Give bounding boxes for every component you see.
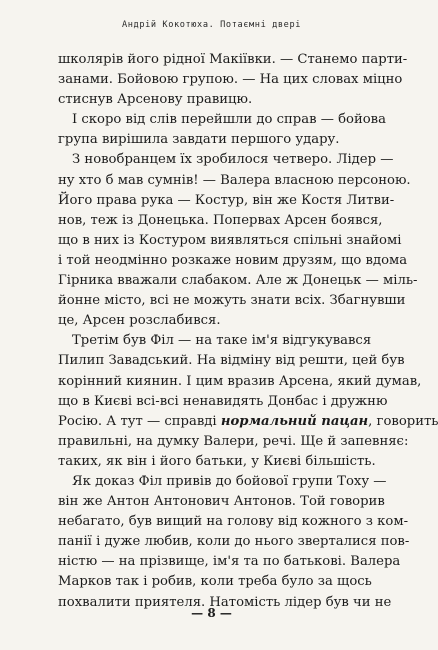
text-line [58,130,364,150]
text-line [58,552,401,572]
text-line [58,331,372,351]
text-line [58,110,386,130]
text-line [58,171,411,191]
text-line [58,90,364,110]
text-line-content: ністю — на прізвище, ім'я та по батькові. Валера [58,554,401,570]
text-line-content: З новобранцем їх зробилося четверо. Лідер — [72,152,394,168]
text-line [58,432,409,452]
text-line-content: він же Антон Антонович Антонов. Той говорив [58,494,385,510]
text-line [58,512,409,532]
text-line [58,251,408,271]
text-line [58,50,408,70]
text-line-content: Пилип Завадський. На відміну від решти, цей був [58,353,405,369]
text-line [58,231,402,251]
text-line-content: група вирішила завдати першого удару. [58,132,340,148]
text-line [58,392,388,412]
text-line-content: Росію. А тут — справді [58,413,221,429]
text-line [58,452,376,472]
text-line [58,191,395,211]
running-header: Андрій Кокотюха. Потаємні двері [122,20,301,30]
text-line [58,311,364,331]
text-line [58,150,394,170]
text-line-content: похвалити приятеля. Натомість лідер був чи не [58,594,392,610]
text-line-content: небагато, був вищий на голову від кожного з ком- [58,514,409,530]
text-line-content: панії і дуже любив, коли до нього зверталися пов- [58,534,410,550]
text-line-content: занами. Бойовою групою. — На цих словах міцно [58,72,403,88]
text-line [58,291,406,311]
text-line-content: таких, як він і його батьки, у Києві більшість. [58,453,376,469]
text-line [58,412,438,432]
text-line [58,472,387,492]
text-line-content: правильні, на думку Валери, речі. Ще й запевняє: [58,433,409,449]
text-line-content: ну хто б мав сумнів! — Валера власною персоною. [58,172,411,188]
text-line-content: корінний киянин. І цим вразив Арсена, який думав, [58,373,422,389]
text-line [58,271,418,291]
text-line-content: це, Арсен розслабився. [58,313,221,329]
text-line-content: що в Києві всі-всі ненавидять Донбас і дружню [58,393,388,409]
text-line-content: що в них із Костуром виявляться спільні знайомі [58,232,402,248]
text-line-content: стиснув Арсенову правицю. [58,92,253,108]
text-line-continuation: , говорить [368,413,438,429]
text-line-content: йонне місто, всі не можуть знати всіх. Збагнувши [58,293,406,309]
emphasized-phrase: нормальний пацан [220,413,369,429]
text-line [58,532,410,552]
text-line-content: Третім був Філ — на таке ім'я відгукувався [72,333,372,349]
text-line-content: і той неодмінно розкаже новим друзям, що вдома [58,252,408,268]
text-line-content: І скоро від слів перейшли до справ — бойова [72,112,386,128]
page-number: — 8 — [191,606,232,620]
text-line-content: Марков так і робив, коли треба було за щось [58,574,372,590]
text-line [58,211,383,231]
text-line-content: нов, теж із Донецька. Попервах Арсен боявся, [58,212,383,228]
text-line-content: Як доказ Філ привів до бойової групи Тоху — [72,473,387,489]
text-line-content: школярів його рідної Макіївки. — Станемо парти- [58,52,408,67]
text-line [58,351,405,371]
text-line [58,70,403,90]
text-line [58,372,422,392]
text-line [58,492,385,512]
body-text [58,50,438,613]
text-line [58,572,372,592]
text-line-content: Гірника вважали слабаком. Але ж Донецьк — міль- [58,273,418,289]
text-line-content: Його права рука — Костур, він же Костя Литви- [58,192,395,208]
